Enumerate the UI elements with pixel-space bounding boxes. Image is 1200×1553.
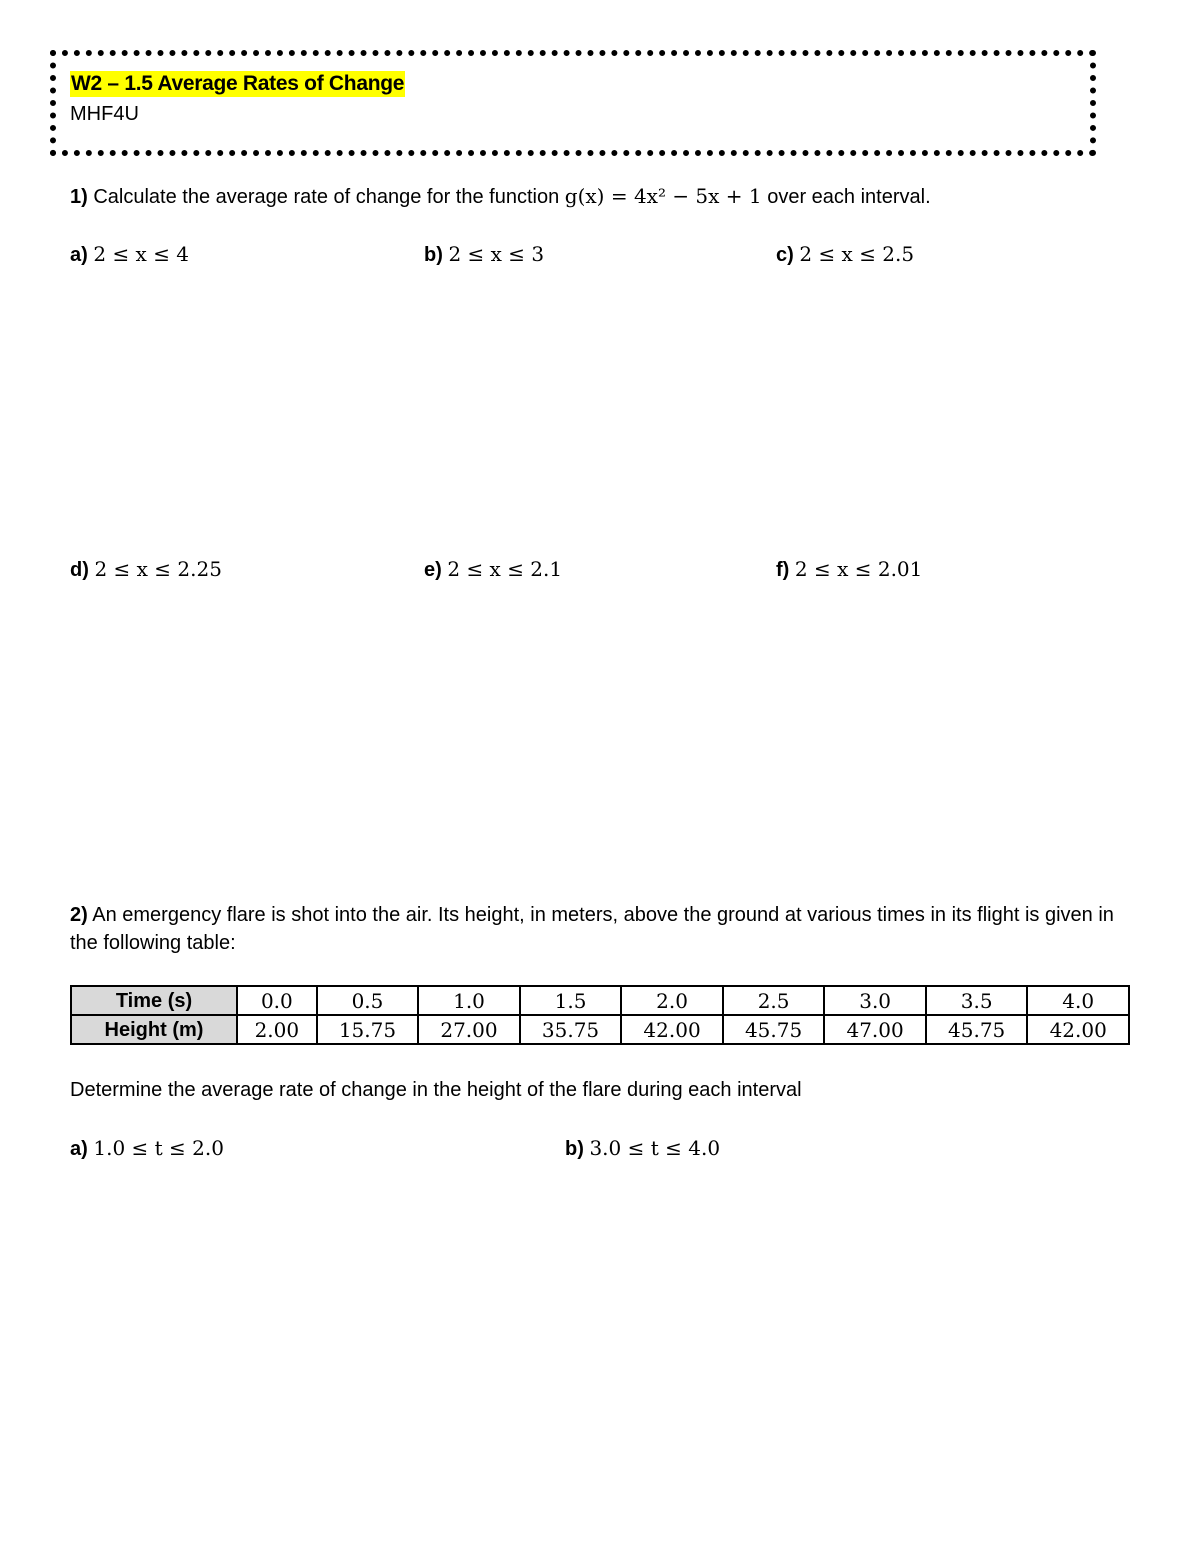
time-cell: 0.5 (317, 986, 419, 1015)
question-number: 1) (70, 186, 88, 208)
time-cell: 3.5 (926, 986, 1028, 1015)
part-label: e) (424, 559, 442, 581)
part-2a (70, 1135, 224, 1162)
part-1d (70, 556, 222, 583)
part-label: c) (776, 244, 794, 266)
height-cell: 35.75 (520, 1015, 622, 1044)
table-row-time (71, 986, 1129, 1015)
worksheet-title: W2 – 1.5 Average Rates of Change (71, 72, 405, 95)
part-label: b) (565, 1138, 584, 1160)
question-prompt: Calculate the average rate of change for the function (93, 186, 560, 208)
part-1e (424, 556, 562, 583)
part-label: a) (70, 244, 88, 266)
part-interval: 3.0 ≤ t ≤ 4.0 (589, 1136, 721, 1160)
height-cell: 2.00 (237, 1015, 317, 1044)
row-header-time: Time (s) (71, 986, 237, 1015)
part-label: d) (70, 559, 89, 581)
part-1c (776, 241, 914, 268)
height-cell: 47.00 (824, 1015, 926, 1044)
row-header-height: Height (m) (71, 1015, 237, 1044)
part-label: f) (776, 559, 790, 581)
part-label: a) (70, 1138, 88, 1160)
height-cell: 15.75 (317, 1015, 419, 1044)
height-cell: 45.75 (926, 1015, 1028, 1044)
time-cell: 4.0 (1027, 986, 1129, 1015)
part-interval: 2 ≤ x ≤ 4 (93, 242, 190, 266)
question-prompt-end: over each interval. (767, 186, 931, 208)
part-interval: 1.0 ≤ t ≤ 2.0 (93, 1136, 224, 1160)
part-interval: 2 ≤ x ≤ 2.25 (94, 557, 222, 581)
part-1f (776, 556, 922, 583)
time-cell: 3.0 (824, 986, 926, 1015)
time-cell: 1.0 (418, 986, 520, 1015)
time-cell: 2.5 (723, 986, 825, 1015)
time-cell: 1.5 (520, 986, 622, 1015)
part-interval: 2 ≤ x ≤ 2.1 (447, 557, 563, 581)
header-box (50, 50, 1096, 156)
course-code: MHF4U (70, 103, 139, 125)
height-cell: 42.00 (621, 1015, 723, 1044)
height-cell: 27.00 (418, 1015, 520, 1044)
part-1a (70, 241, 189, 268)
part-1b (424, 241, 544, 268)
question-2 (70, 901, 1140, 957)
question-prompt: An emergency flare is shot into the air. Its height, in meters, above the ground at various times in its flight is given in the following table: (70, 904, 1114, 954)
table-row-height (71, 1015, 1129, 1044)
time-cell: 2.0 (621, 986, 723, 1015)
question-1 (70, 183, 931, 210)
height-cell: 45.75 (723, 1015, 825, 1044)
q2-instruction: Determine the average rate of change in the height of the flare during each interval (70, 1079, 802, 1101)
height-cell: 42.00 (1027, 1015, 1129, 1044)
flare-data-table (70, 985, 1130, 1045)
part-interval: 2 ≤ x ≤ 2.5 (799, 242, 915, 266)
question-number: 2) (70, 904, 88, 926)
part-label: b) (424, 244, 443, 266)
time-cell: 0.0 (237, 986, 317, 1015)
function-expression: g(x) = 4x² − 5x + 1 (564, 184, 762, 208)
part-interval: 2 ≤ x ≤ 2.01 (794, 557, 923, 581)
part-2b (565, 1135, 720, 1162)
part-interval: 2 ≤ x ≤ 3 (448, 242, 545, 266)
